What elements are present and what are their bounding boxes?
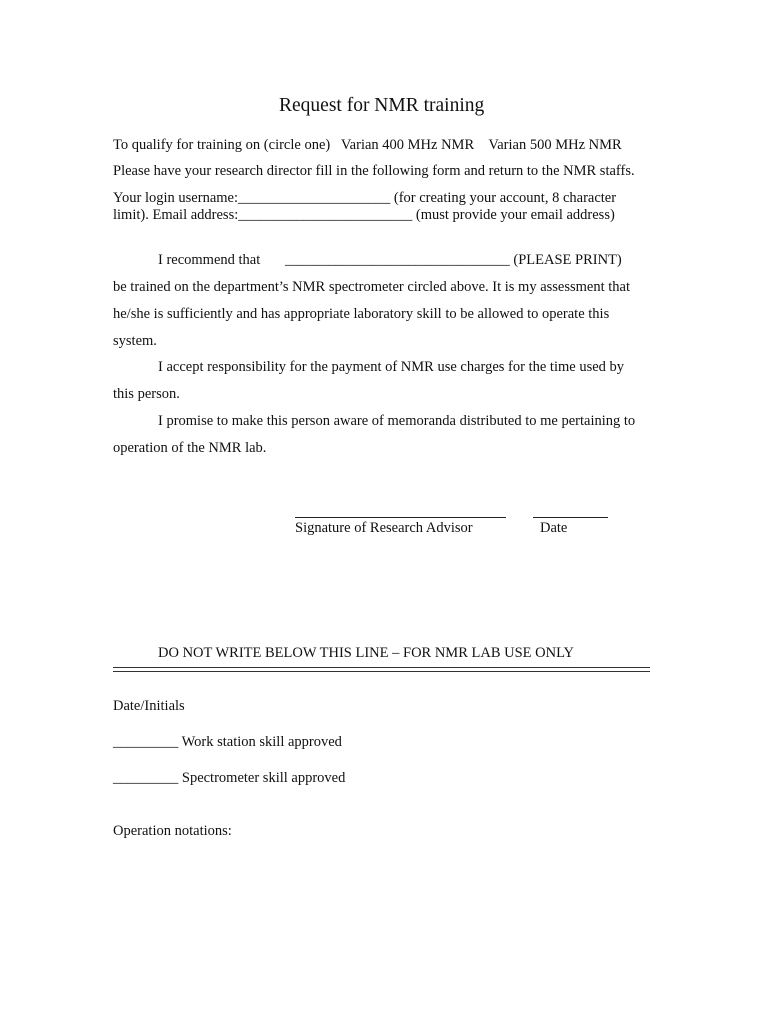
- date-label: Date: [540, 520, 568, 536]
- spectrometer-approval-line: _________ Spectrometer skill approved: [113, 770, 346, 786]
- paragraph-3-line-2: operation of the NMR lab.: [113, 440, 267, 456]
- login-username-line: Your login username:_____________________ (for creating your account, 8 character: [113, 190, 617, 206]
- paragraph-1-line-2: be trained on the department’s NMR spectrometer circled above. It is my assessment that: [113, 279, 631, 295]
- paragraph-2-line-1: I accept responsibility for the payment of NMR use charges for the time used by: [158, 359, 625, 375]
- instruction-line: Please have your research director fill in the following form and return to the NMR staffs.: [113, 163, 635, 179]
- qualify-line: To qualify for training on (circle one) Varian 400 MHz NMR Varian 500 MHz NMR: [113, 137, 622, 153]
- date-line: [533, 517, 608, 518]
- double-divider-line: [113, 667, 650, 672]
- paragraph-1-line-3: he/she is sufficiently and has appropriate laboratory skill to be allowed to operate this: [113, 306, 610, 322]
- signature-line: [295, 517, 506, 518]
- recommend-prefix: I recommend that: [158, 252, 261, 268]
- paragraph-3-line-1: I promise to make this person aware of memoranda distributed to me pertaining to: [158, 413, 636, 429]
- page-title: Request for NMR training: [279, 95, 485, 116]
- email-address-line: limit). Email address:________________________ (must provide your email address): [113, 207, 615, 223]
- date-initials-label: Date/Initials: [113, 698, 185, 714]
- paragraph-1-line-4: system.: [113, 333, 157, 349]
- office-use-heading: DO NOT WRITE BELOW THIS LINE – FOR NMR LAB USE ONLY: [158, 645, 574, 661]
- workstation-approval-line: _________ Work station skill approved: [113, 734, 342, 750]
- paragraph-2-line-2: this person.: [113, 386, 180, 402]
- recommend-name-blank: _______________________________ (PLEASE PRINT): [285, 252, 622, 268]
- signature-label: Signature of Research Advisor: [295, 520, 473, 536]
- operation-notations-label: Operation notations:: [113, 823, 232, 839]
